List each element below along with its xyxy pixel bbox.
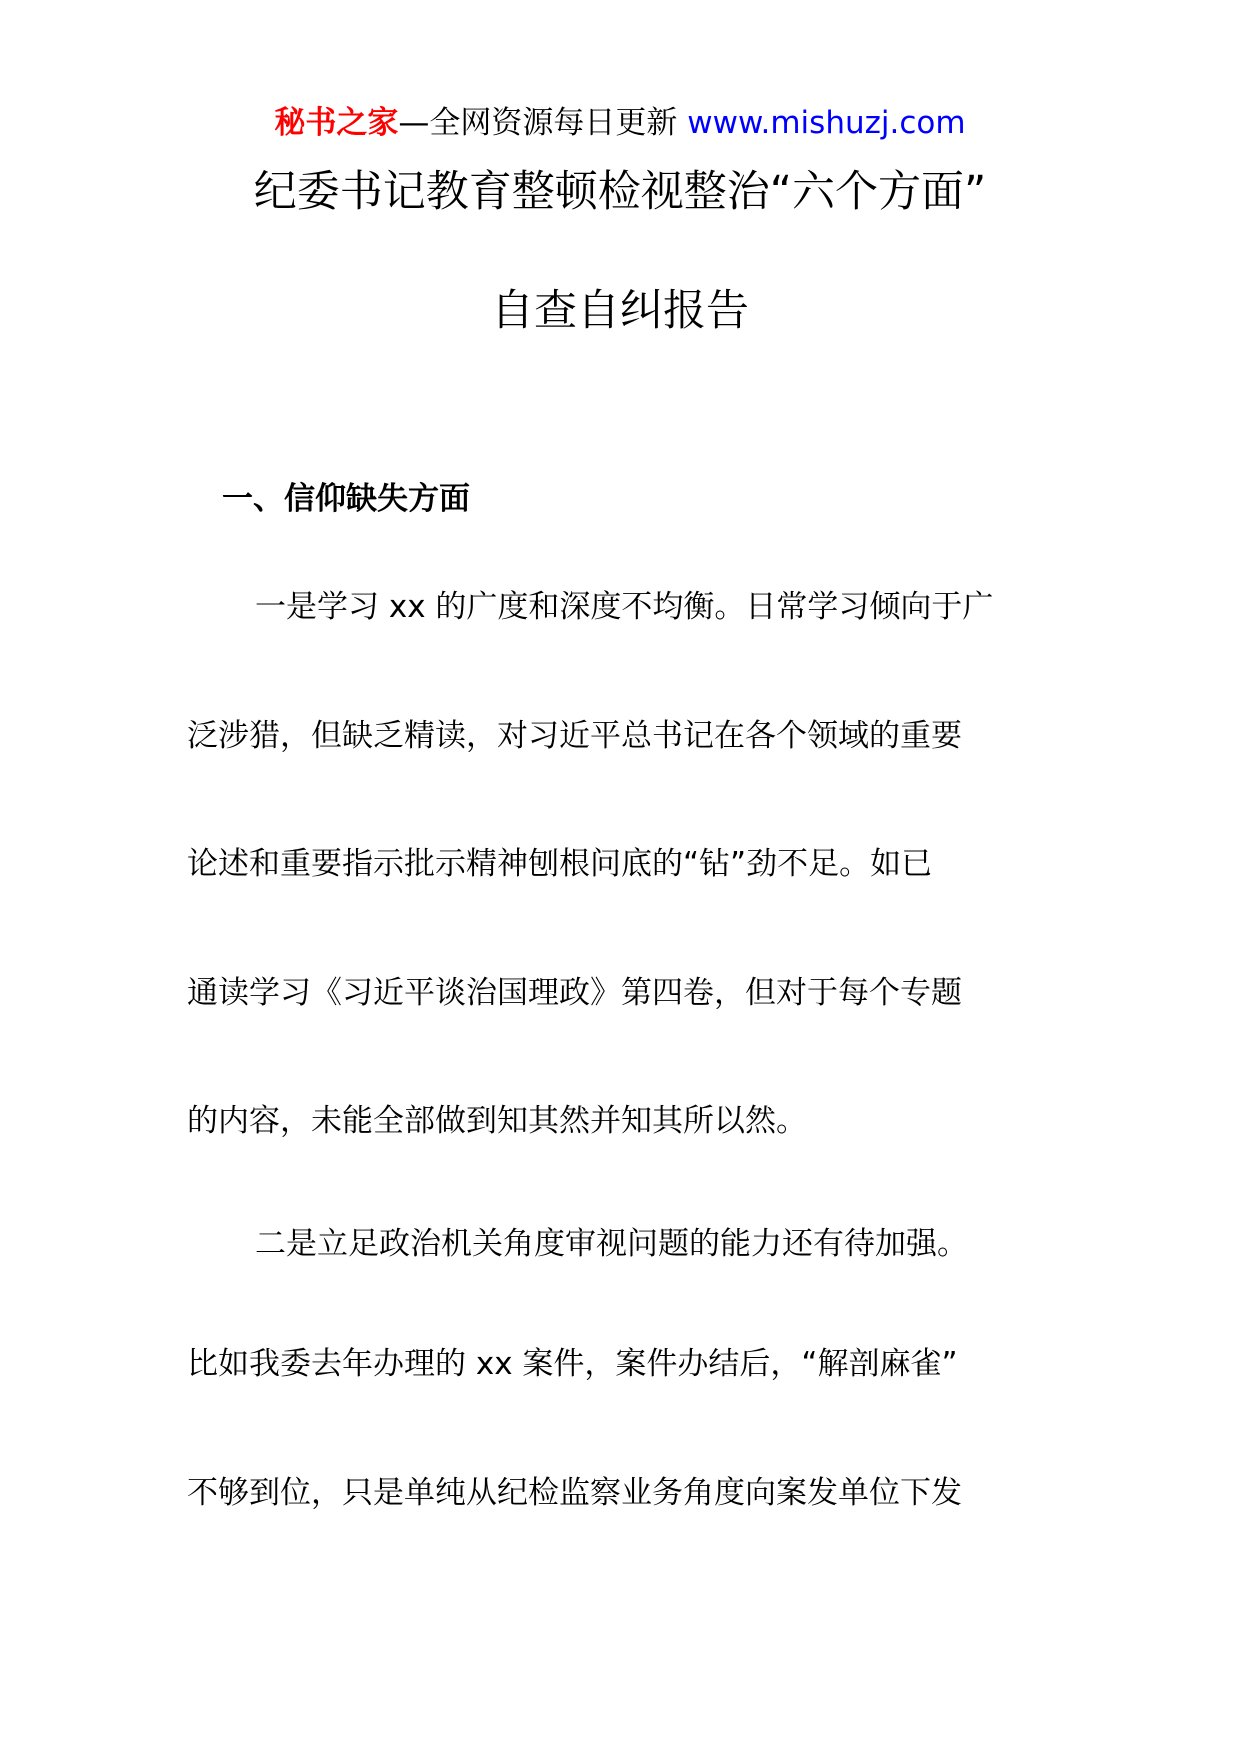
document-title-line-2: 自查自纠报告 — [491, 286, 749, 336]
site-header — [0, 100, 1240, 146]
header-tagline: —全网资源每日更新 — [398, 105, 688, 141]
site-url-link[interactable]: www.mishuzj.com — [687, 105, 966, 141]
paragraph-line: 通读学习《习近平谈治国理政》第四卷，但对于每个专题 — [187, 975, 962, 1011]
paragraph-line: 泛涉猎，但缺乏精读，对习近平总书记在各个领域的重要 — [187, 718, 962, 754]
section-heading: 一、信仰缺失方面 — [222, 481, 470, 517]
paragraph-line: 比如我委去年办理的 xx 案件，案件办结后，“解剖麻雀” — [187, 1346, 958, 1382]
brand-name: 秘书之家 — [274, 105, 399, 141]
paragraph-line: 不够到位，只是单纯从纪检监察业务角度向案发单位下发 — [187, 1475, 962, 1511]
paragraph-line: 一是学习 xx 的广度和深度不均衡。日常学习倾向于广 — [255, 589, 994, 625]
paragraph-line: 论述和重要指示批示精神刨根问底的“钻”劲不足。如已 — [187, 846, 933, 882]
document-title-line-1: 纪委书记教育整顿检视整治“六个方面” — [253, 167, 987, 217]
paragraph-line: 二是立足政治机关角度审视问题的能力还有待加强。 — [255, 1226, 968, 1262]
paragraph-line: 的内容，未能全部做到知其然并知其所以然。 — [187, 1103, 807, 1139]
